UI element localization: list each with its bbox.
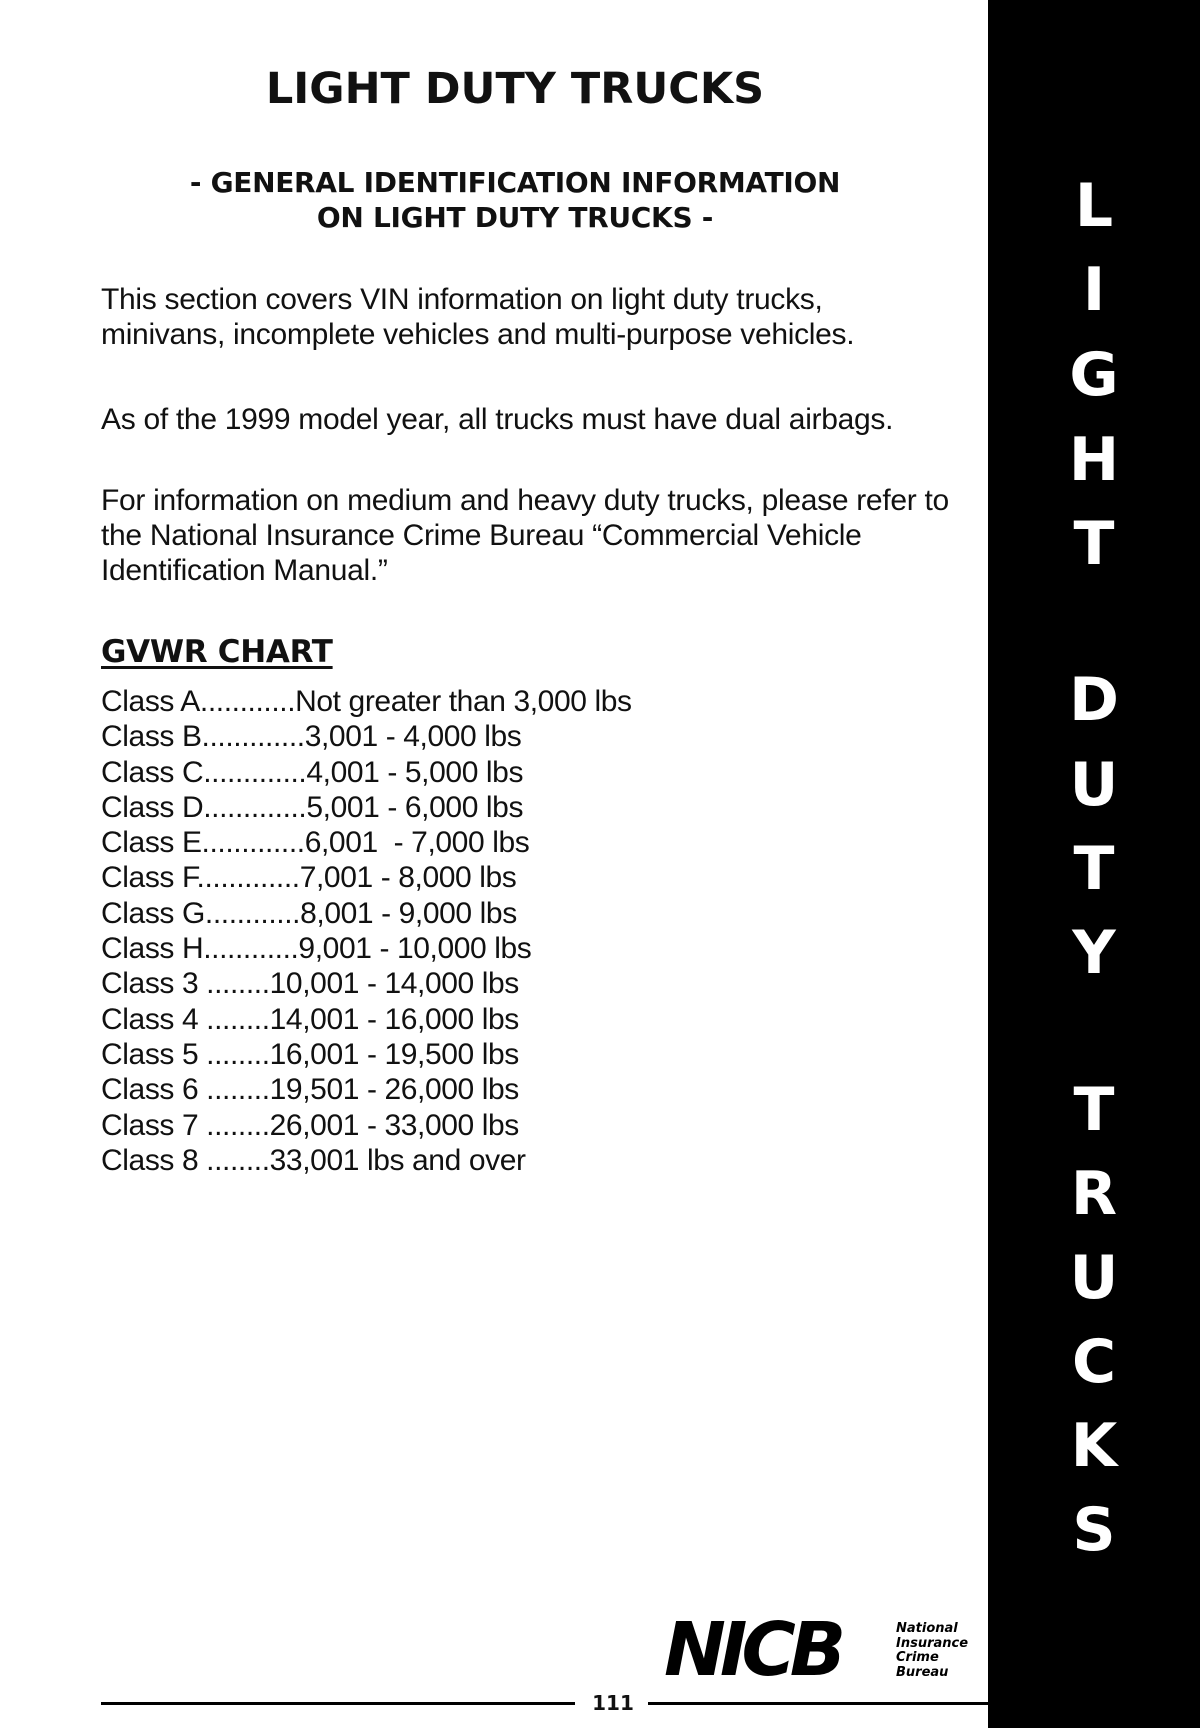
subtitle-line-1: - GENERAL IDENTIFICATION INFORMATION [189,166,841,199]
footer-rule-left [101,1702,575,1705]
logo-text-line: National [896,1621,958,1636]
gvwr-row: Class D.............5,001 - 6,000 lbs [101,790,524,824]
side-tab-letter: U [1069,750,1119,820]
gvwr-row: Class H............9,001 - 10,000 lbs [101,932,532,966]
gvwr-row: Class C.............4,001 - 5,000 lbs [101,755,524,789]
gvwr-row: Class 4 ........14,001 - 16,000 lbs [101,1002,519,1036]
side-tab-letter: R [1070,1159,1118,1229]
side-tab-letter: T [1073,1075,1115,1145]
nicb-logo-mark: NICB [664,1607,841,1693]
footer-rule-right [648,1702,988,1705]
side-tab-letter: H [1068,425,1120,495]
section-subtitle [0,165,1030,235]
side-tab-letter: L [1074,171,1114,241]
gvwr-row: Class 8 ........33,001 lbs and over [101,1143,526,1177]
intro-paragraph: This section covers VIN information on light duty trucks, minivans, incomplete vehicles and multi-purpose vehicles. [101,283,855,351]
gvwr-row: Class G............8,001 - 9,000 lbs [101,896,517,930]
side-tab-letter: Y [1072,918,1116,988]
side-tab-letter: I [1082,255,1106,325]
reference-paragraph: For information on medium and heavy duty trucks, please refer to the National Insurance Crime Bureau “Commercial Vehicle Identification Manual.” [101,484,949,587]
airbag-paragraph: As of the 1999 model year, all trucks must have dual airbags. [101,403,894,436]
nicb-logo-text [896,1622,986,1680]
gvwr-row: Class B.............3,001 - 4,000 lbs [101,720,522,754]
gvwr-row: Class 5 ........16,001 - 19,500 lbs [101,1037,519,1071]
gvwr-chart-list [101,684,632,1178]
gvwr-row: Class 6 ........19,501 - 26,000 lbs [101,1073,519,1107]
side-tab-letter: G [1069,340,1119,410]
side-tab-letter: T [1073,509,1115,579]
page-number: 111 [592,1691,634,1715]
gvwr-row: Class A............Not greater than 3,000 lbs [101,685,632,718]
side-tab-letter: D [1069,665,1119,735]
gvwr-row: Class E.............6,001 - 7,000 lbs [101,826,530,860]
side-tab-letter: T [1073,834,1115,904]
logo-text-line: Bureau [896,1664,949,1680]
gvwr-row: Class 7 ........26,001 - 33,000 lbs [101,1108,519,1142]
logo-text-line: Insurance [896,1635,969,1651]
side-tab-letter: U [1069,1243,1119,1313]
side-tab-letter: K [1070,1411,1118,1481]
logo-text-line: Crime [896,1650,939,1665]
subtitle-line-2: ON LIGHT DUTY TRUCKS - [316,201,714,234]
side-tab-letter: C [1071,1327,1117,1397]
gvwr-row: Class F.............7,001 - 8,000 lbs [101,861,517,895]
nicb-logo [664,1607,984,1693]
section-side-tab [988,0,1200,1728]
page-title: LIGHT DUTY TRUCKS [265,64,765,114]
gvwr-chart-heading: GVWR CHART [101,634,333,670]
side-tab-letter: S [1072,1495,1116,1565]
gvwr-row: Class 3 ........10,001 - 14,000 lbs [101,967,519,1001]
